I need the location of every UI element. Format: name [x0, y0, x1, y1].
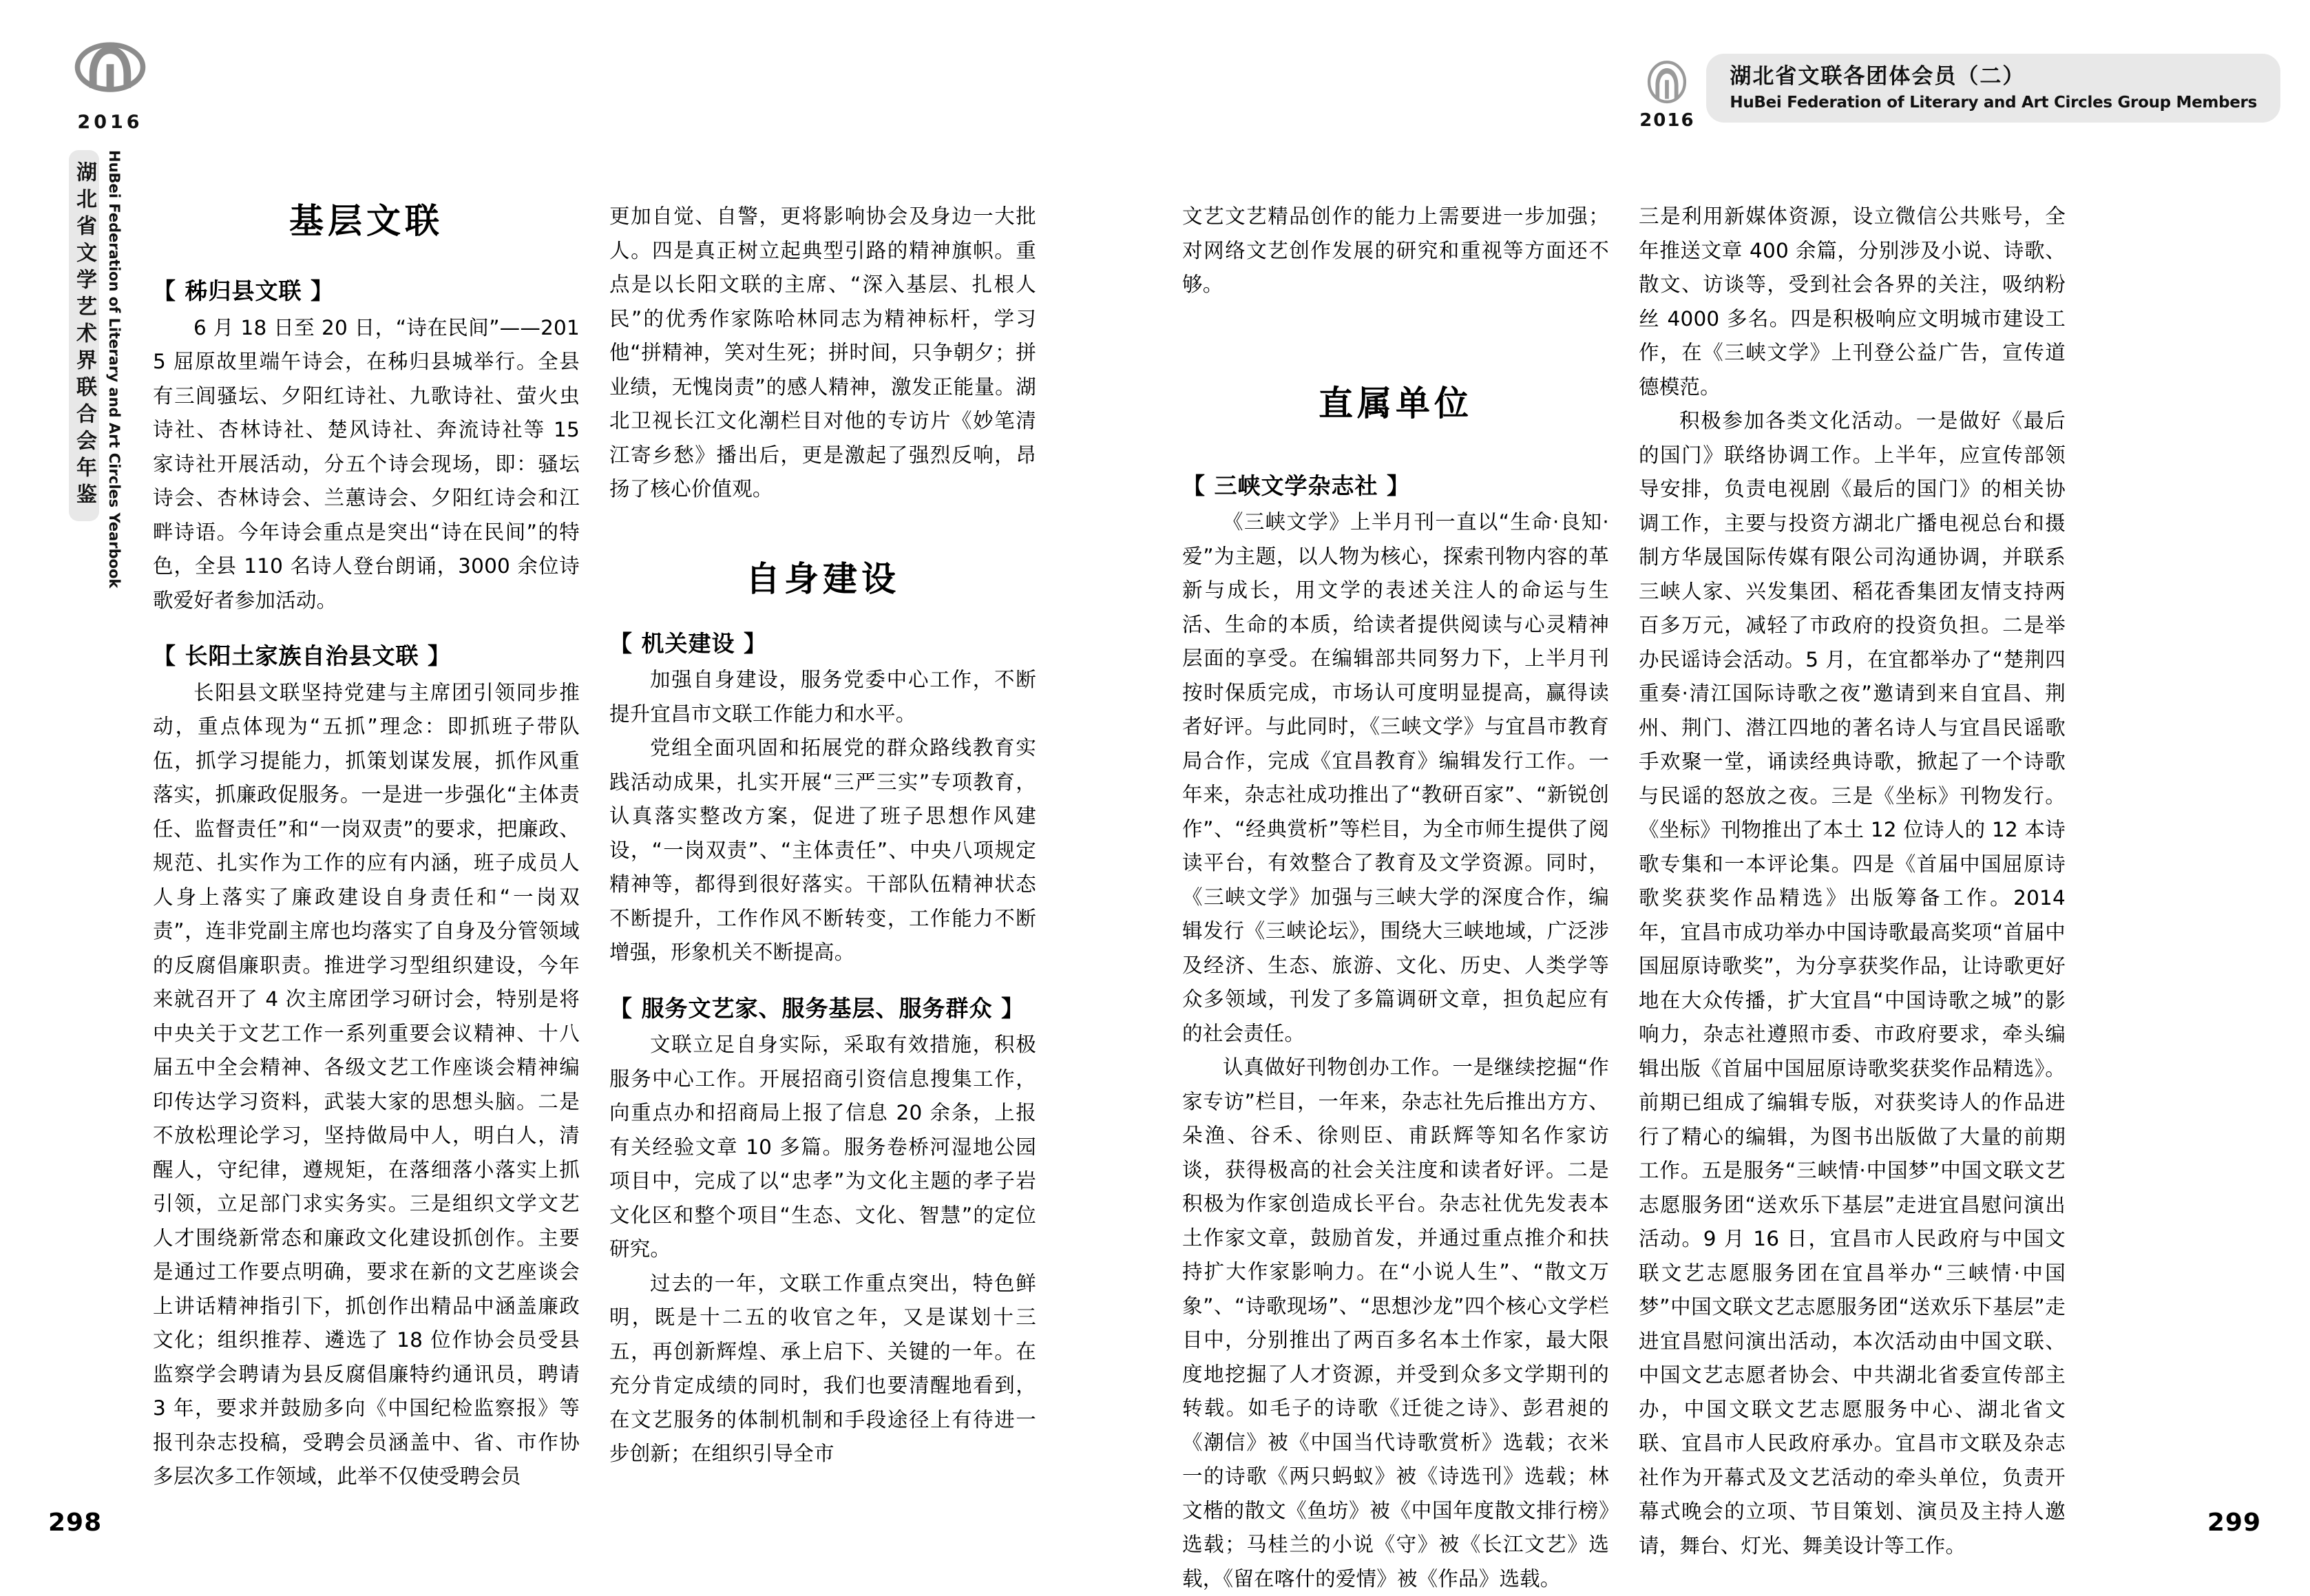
- left-page-columns: [153, 200, 1117, 1494]
- page-number-left: 298: [48, 1509, 103, 1537]
- paragraph-serve-2: 过去的一年，文联工作重点突出，特色鲜明，既是十二五的收官之年，又是谋划十三五，再创新辉煌、承上启下、关键的一年。在充分肯定成绩的同时，我们也要清醒地看到，在文艺服务的体制机制和手段途径上有待进一步创新；在组织引导全市: [609, 1271, 1036, 1466]
- running-head-title-cn: 湖北省文联各团体会员（二）: [1730, 64, 2026, 89]
- column-1: [153, 200, 580, 1494]
- logo-year: 2016: [77, 112, 143, 133]
- paragraph-sanxia-2: 认真做好刊物创办工作。一是继续挖掘“作家专访”栏目，一年来，杂志社先后推出方方、朵渔、谷禾、徐则臣、甫跃辉等知名作家访谈，获得极高的社会关注度和读者好评。二是积极为作家创造成长平台。杂志社优先发表本土作家文章，鼓励首发，并通过重点推介和扶持扩大作家影响力。在“小说人生”、“散文万象”、“诗歌现场”、“思想沙龙”四个核心文学栏目中，分别推出了两百多名本土作家，最大限度地挖掘了人才资源，并受到众多文学期刊的转载。如毛子的诗歌《迁徙之诗》、彭君昶的《潮信》被《中国当代诗歌赏析》选载；衣米一的诗歌《两只蚂蚁》被《诗选刊》选载；林文楷的散文《鱼坊》被《中国年度散文排行榜》选载；马桂兰的小说《守》被《长江文艺》选载，《留在喀什的爱情》被《作品》选载。: [1182, 1056, 1609, 1590]
- page-right: [1155, 0, 2309, 1590]
- running-head-logo: [1635, 59, 1699, 131]
- running-head: [1635, 54, 2280, 129]
- page-number-right: 299: [2207, 1509, 2261, 1537]
- column-2: [609, 200, 1036, 1494]
- running-head-box: [1706, 54, 2280, 123]
- federation-logo-icon: [73, 34, 147, 109]
- page-left: [0, 0, 1155, 1578]
- paragraph-culture-activities: 积极参加各类文化活动。一是做好《最后的国门》联络协调工作。上半年，应宣传部领导安排，负责电视剧《最后的国门》的相关协调工作，主要与投资方湖北广播电视总台和摄制方华晟国际传媒有限公司沟通协调，并联系三峡人家、兴发集团、稻花香集团友情支持两百多万元，减轻了市政府的投资负担。二是举办民谣诗会活动。5 月，在宜都举办了“楚荆四重奏·清江国际诗歌之夜”邀请到来自宜昌、荆州、荆门、潜江四地的著名诗人与宜昌民谣歌手欢聚一堂，诵读经典诗歌，掀起了一个诗歌与民谣的怒放之夜。三是《坐标》刊物发行。《坐标》刊物推出了本土 12 位诗人的 12 本诗歌专集和一本评论集。四是《首届中国屈原诗歌奖获奖作品精选》出版筹备工作。2014 年，宜昌市成功举办中国诗歌最高奖项“首届中国屈原诗歌奖”，为分享获奖作品，让诗歌更好地在大众传播，扩大宜昌“中国诗歌之城”的影响力，杂志社遵照市委、市政府要求，牵头编辑出版《首届中国屈原诗歌奖获奖作品精选》。前期已组成了编辑专版，对获奖诗人的作品进行了精心的编辑，为图书出版做了大量的前期工作。五是服务“三峡情·中国梦”中国文联文艺志愿服务团“送欢乐下基层”走进宜昌慰问演出活动。9 月 16 日，宜昌市人民政府与中国文联文艺志愿服务团在宜昌举办“三峡情·中国梦”中国文联文艺志愿服务团“送欢乐下基层”走进宜昌慰问演出活动，本次活动由中国文联、中国文艺志愿者协会、中共湖北省委宣传部主办，中国文联文艺志愿服务中心、湖北省文联、宜昌市人民政府承办。宜昌市文联及杂志社作为开幕式及文艺活动的牵头单位，负责开幕式晚会的立项、节目策划、演员及主持人邀请，舞台、灯光、舞美设计等工作。: [1639, 409, 2066, 1557]
- paragraph-changyang-1: 长阳县文联坚持党建与主席团引领同步推动，重点体现为“五抓”理念：即抓班子带队伍，抓学习提能力，抓策划谋发展，抓作风重落实，抓廉政促服务。一是进一步强化“主体责任、监督责任”和“一岗双责”的要求，把廉政、规范、扎实作为工作的应有内涵，班子成员人人身上落实了廉政建设自身责任和“一岗双责”，连非党副主席也均落实了自身及分管领域的反腐倡廉职责。推进学习型组织建设，今年来就召开了 4 次主席团学习研讨会，特别是将中央关于文艺工作一系列重要会议精神、十八届五中全会精神、各级文艺工作座谈会精神编印传达学习资料，武装大家的思想头脑。二是不放松理论学习，坚持做局中人，明白人，清醒人，守纪律，遵规矩，在落细落小落实上抓引领，立足部门求实务实。三是组织文学文艺人才围绕新常态和廉政文化建设抓创作。主要是通过工作要点明确，要求在新的文艺座谈会上讲话精神指引下，抓创作出精品中涵盖廉政文化；组织推荐、遴选了 18 位作协会员受县监察学会聘请为县反腐倡廉特约通讯员，聘请 3 年，要求并鼓励多向《中国纪检监察报》等报刊杂志投稿，受聘会员涵盖中、省、市作协多层次多工作领域，此举不仅使受聘会员: [153, 680, 580, 1489]
- paragraph-column2-continuation: 更加自觉、自警，更将影响协会及身边一大批人。四是真正树立起典型引路的精神旗帜。重点是以长阳文联的主席、“深入基层、扎根人民”的优秀作家陈哈林同志为精神标杆，学习他“拼精神，笑对生死；拼时间，只争朝夕；拼业绩，无愧岗责”的感人精神，激发正能量。湖北卫视长江文化潮栏目对他的专访片《妙笔清江寄乡愁》播出后，更是激起了强烈反响，昂扬了核心价值观。: [609, 204, 1036, 501]
- right-page-columns: [1182, 200, 2284, 1596]
- section-title-grassroots: 基层文联: [289, 201, 443, 241]
- paragraph-sanxia-1: 《三峡文学》上半月刊一直以“生命·良知·爱”为主题，以人物为核心，探索刊物内容的革新与成长，用文学的表述关注人的命运与生活、生命的本质，给读者提供阅读与心灵精神层面的享受。在编辑部共同努力下，上半月刊按时保质完成，市场认可度明显提高，赢得读者好评。与此同时，《三峡文学》与宜昌市教育局合作，完成《宜昌教育》编辑发行工作。一年来，杂志社成功推出了“教研百家”、“新锐创作”、“经典赏析”等栏目，为全市师生提供了阅读平台，有效整合了教育及文学资源。同时，《三峡文学》加强与三峡大学的深度合作，编辑发行《三峡论坛》，围绕大三峡地域，广泛涉及经济、生态、旅游、文化、历史、人类学等众多领域，刊发了多篇调研文章，担负起应有的社会责任。: [1182, 510, 1609, 1045]
- column-4: [1639, 200, 2066, 1596]
- column-3: [1182, 200, 1609, 1596]
- paragraph-serve-1: 文联立足自身实际，采取有效措施，积极服务中心工作。开展招商引资信息搜集工作，向重点办和招商局上报了信息 20 余条，上报有关经验文章 10 多篇。服务卷桥河湿地公园项目中，完成了以“忠孝”为文化主题的孝子岩文化区和整个项目“生态、文化、智慧”的定位研究。: [609, 1033, 1036, 1261]
- running-head-title-en: HuBei Federation of Literary and Art Circles Group Members: [1730, 93, 2257, 112]
- running-head-year: 2016: [1639, 110, 1695, 131]
- subsection-organ-construction: 【 机关建设 】: [609, 629, 767, 657]
- paragraph-column4-continuation: 三是利用新媒体资源，设立微信公共账号，全年推送文章 400 余篇，分别涉及小说、诗歌、散文、访谈等，受到社会各界的关注，吸纳粉丝 4000 多名。四是积极响应文明城市建设工作，在《三峡文学》上刊登公益广告，宣传道德模范。: [1639, 204, 2066, 399]
- section-title-self-construction: 自身建设: [746, 558, 900, 599]
- subsection-changyang: 【 长阳土家族自治县文联 】: [153, 642, 451, 670]
- subsection-sanxia-magazine: 【 三峡文学杂志社 】: [1182, 472, 1410, 499]
- paragraph-zigui-1: 6 月 18 日至 20 日，“诗在民间”——2015 屈原故里端午诗会，在秭归县城举行。全县有三闾骚坛、夕阳红诗社、九歌诗社、萤火虫诗社、杏林诗社、楚风诗社、奔流诗社等 15 家诗社开展活动，分五个诗会现场，即：骚坛诗会、杏林诗会、兰蕙诗会、夕阳红诗会和江畔诗语。今年诗会重点是突出“诗在民间”的特色，全县 110 名诗人登台朗诵，3000 余位诗歌爱好者参加活动。: [153, 315, 580, 612]
- paragraph-organ-2: 党组全面巩固和拓展党的群众路线教育实践活动成果，扎实开展“三严三实”专项教育，认真落实整改方案，促进了班子思想作风建设，“一岗双责”、“主体责任”、中央八项规定精神等，都得到很好落实。干部队伍精神状态不断提升，工作作风不断转变，工作能力不断增强，形象机关不断提高。: [609, 736, 1036, 965]
- vertical-title-en: HuBei Federation of Literary and Art Circles Yearbook: [106, 150, 123, 589]
- vertical-title-cn: 湖北省文学艺术界联合会年鉴: [69, 150, 99, 521]
- subsection-zigui: 【 秭归县文联 】: [153, 277, 334, 304]
- subsection-serve-artists: 【 服务文艺家、服务基层、服务群众 】: [609, 994, 1025, 1022]
- paragraph-organ-1: 加强自身建设，服务党委中心工作，不断提升宜昌市文联工作能力和水平。: [609, 668, 1036, 726]
- section-title-direct-units: 直属单位: [1319, 383, 1473, 423]
- paragraph-column3-continuation: 文艺文艺精品创作的能力上需要进一步加强；对网络文艺创作发展的研究和重视等方面还不够。: [1182, 204, 1609, 296]
